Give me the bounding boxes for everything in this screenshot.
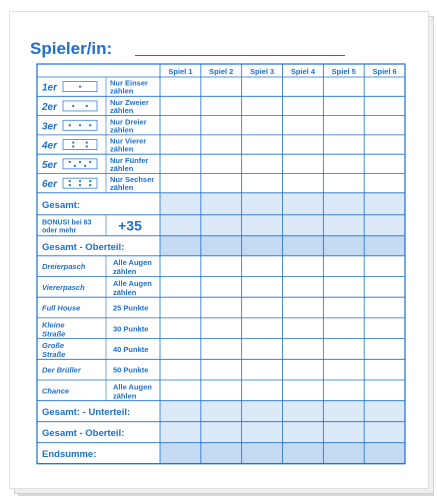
lower-desc2-0: zählen	[113, 267, 137, 277]
dice-4er-dot	[72, 141, 74, 143]
dice-3er-dot	[89, 124, 91, 126]
lower-desc-2: 25 Punkte	[113, 303, 149, 313]
score-cell[interactable]	[283, 193, 323, 214]
score-cell[interactable]	[242, 97, 282, 115]
score-cell[interactable]	[201, 339, 241, 359]
score-cell[interactable]	[201, 256, 241, 276]
upper-desc-4er: Nur Vierer	[110, 136, 147, 146]
upper-desc-5er: Nur Fünfer	[110, 155, 149, 165]
score-cell[interactable]	[242, 339, 282, 359]
score-cell[interactable]	[201, 277, 241, 297]
dice-5er-dot	[69, 161, 71, 163]
score-cell[interactable]	[283, 277, 323, 297]
dice-4er	[63, 140, 97, 150]
upper-desc2-1er: zählen	[110, 86, 134, 96]
game-header-4: Spiel 4	[290, 67, 316, 76]
score-cell[interactable]	[365, 97, 405, 115]
score-cell[interactable]	[365, 339, 405, 359]
score-cell[interactable]	[283, 97, 323, 115]
score-cell[interactable]	[161, 443, 201, 463]
game-header-6: Spiel 6	[372, 67, 397, 76]
lower-label-4: Große	[42, 340, 65, 350]
upper-desc2-3er: zählen	[110, 125, 134, 135]
score-cell[interactable]	[365, 277, 405, 297]
score-cell[interactable]	[324, 155, 364, 173]
score-cell[interactable]	[242, 298, 282, 318]
dice-6er-dot	[89, 180, 91, 182]
score-cell[interactable]	[365, 174, 405, 192]
score-cell[interactable]	[324, 174, 364, 192]
upper-desc2-2er: zählen	[110, 105, 134, 115]
score-cell[interactable]	[242, 193, 282, 214]
dice-3er-dot	[79, 124, 81, 126]
score-cell[interactable]	[201, 298, 241, 318]
lower-label-3: Kleine	[42, 320, 65, 330]
score-cell[interactable]	[161, 401, 201, 421]
upper-desc-1er: Nur Einser	[110, 78, 148, 88]
score-cell[interactable]	[365, 193, 405, 214]
score-cell[interactable]	[283, 339, 323, 359]
score-cell[interactable]	[365, 381, 405, 401]
score-cell[interactable]	[283, 256, 323, 276]
score-cell[interactable]	[283, 116, 323, 134]
lower-label2-4: Straße	[42, 349, 66, 359]
score-cell[interactable]	[365, 155, 405, 173]
upper-desc2-6er: zählen	[110, 183, 134, 193]
score-cell[interactable]	[201, 174, 241, 192]
score-cell[interactable]	[201, 155, 241, 173]
score-cell[interactable]	[161, 422, 201, 442]
lower-desc-1: Alle Augen	[113, 278, 152, 288]
score-cell[interactable]	[283, 381, 323, 401]
dice-5er	[63, 159, 97, 169]
score-cell[interactable]	[201, 360, 241, 380]
upper-desc2-5er: zählen	[110, 163, 134, 173]
lower-desc2-1: zählen	[113, 287, 137, 297]
lower-label-1: Viererpasch	[42, 282, 85, 292]
dice-5er-dot	[89, 161, 91, 163]
score-cell[interactable]	[242, 422, 282, 442]
score-cell[interactable]	[324, 422, 364, 442]
dice-6er-dot	[89, 184, 91, 186]
upper-label-4er: 4er	[42, 140, 58, 152]
upper-label-2er: 2er	[42, 101, 58, 113]
score-cell[interactable]	[161, 174, 201, 192]
dice-6er-dot	[79, 184, 81, 186]
score-cell[interactable]	[324, 360, 364, 380]
dice-4er-dot	[72, 145, 74, 147]
score-cell[interactable]	[324, 193, 364, 214]
score-cell[interactable]	[283, 360, 323, 380]
game-header-5: Spiel 5	[331, 67, 356, 76]
game-header-1: Spiel 1	[168, 67, 193, 76]
score-cell[interactable]	[242, 236, 282, 255]
dice-4er-dot	[86, 141, 88, 143]
lower-desc-0: Alle Augen	[113, 258, 152, 268]
score-cell[interactable]	[201, 193, 241, 214]
lower-label-6: Chance	[42, 386, 70, 396]
score-cell[interactable]	[283, 174, 323, 192]
score-cell[interactable]	[365, 360, 405, 380]
lower-label-2: Full House	[42, 303, 81, 313]
score-cell[interactable]	[283, 155, 323, 173]
upper-desc-6er: Nur Sechser	[110, 175, 155, 185]
score-cell[interactable]	[201, 97, 241, 115]
score-cell[interactable]	[324, 256, 364, 276]
upper-label-5er: 5er	[42, 159, 58, 171]
score-cell[interactable]	[365, 443, 405, 463]
score-cell[interactable]	[201, 422, 241, 442]
score-cell[interactable]	[161, 298, 201, 318]
dice-5er-dot	[74, 165, 76, 167]
score-cell[interactable]	[242, 443, 282, 463]
dice-5er-dot	[79, 161, 81, 163]
score-cell[interactable]	[242, 155, 282, 173]
score-cell[interactable]	[161, 236, 201, 255]
score-cell[interactable]	[242, 174, 282, 192]
lower-desc-6: Alle Augen	[113, 382, 152, 392]
lower-desc-5: 50 Punkte	[113, 365, 149, 375]
lower-label2-3: Straße	[42, 329, 66, 339]
game-header-2: Spiel 2	[209, 67, 234, 76]
score-cell[interactable]	[324, 277, 364, 297]
score-cell[interactable]	[161, 381, 201, 401]
score-cell[interactable]	[365, 78, 405, 96]
lower-desc-4: 40 Punkte	[113, 344, 149, 354]
score-cell[interactable]	[324, 339, 364, 359]
score-cell[interactable]	[283, 318, 323, 338]
score-cell[interactable]	[324, 78, 364, 96]
score-cell[interactable]	[324, 97, 364, 115]
dice-1er-dot	[79, 86, 81, 88]
score-cell[interactable]	[201, 381, 241, 401]
score-cell[interactable]	[161, 97, 201, 115]
score-cell[interactable]	[242, 381, 282, 401]
score-cell[interactable]	[283, 443, 323, 463]
score-cell[interactable]	[365, 298, 405, 318]
upper-desc-2er: Nur Zweier	[110, 97, 149, 107]
dice-6er-dot	[69, 184, 71, 186]
score-cell[interactable]	[283, 78, 323, 96]
bonus-label: BONUS! bei 63	[42, 219, 92, 227]
score-cell[interactable]	[161, 193, 201, 214]
dice-4er-dot	[86, 145, 88, 147]
score-cell[interactable]	[324, 443, 364, 463]
gesamt-label: Gesamt:	[42, 199, 81, 211]
score-cell[interactable]	[242, 318, 282, 338]
score-cell[interactable]	[201, 401, 241, 421]
dice-6er-dot	[79, 180, 81, 182]
score-cell[interactable]	[324, 236, 364, 255]
score-cell[interactable]	[161, 78, 201, 96]
score-cell[interactable]	[324, 401, 364, 421]
upper-label-3er: 3er	[42, 121, 58, 133]
score-cell[interactable]	[365, 135, 405, 153]
lower-label-0: Dreierpasch	[42, 262, 86, 272]
player-label: Spieler/in:	[30, 39, 113, 58]
lower-desc-3: 30 Punkte	[113, 324, 149, 334]
upper-desc2-4er: zählen	[110, 144, 134, 154]
score-cell[interactable]	[283, 401, 323, 421]
score-cell[interactable]	[242, 135, 282, 153]
upper-desc-3er: Nur Dreier	[110, 117, 147, 127]
score-cell[interactable]	[242, 360, 282, 380]
score-cell[interactable]	[324, 381, 364, 401]
score-cell[interactable]	[201, 236, 241, 255]
score-cell[interactable]	[161, 135, 201, 153]
score-cell[interactable]	[324, 298, 364, 318]
score-cell[interactable]	[365, 318, 405, 338]
score-cell[interactable]	[365, 422, 405, 442]
score-cell[interactable]	[365, 256, 405, 276]
score-cell[interactable]	[283, 298, 323, 318]
score-cell[interactable]	[242, 256, 282, 276]
score-cell[interactable]	[365, 401, 405, 421]
score-cell[interactable]	[283, 422, 323, 442]
score-cell[interactable]	[365, 116, 405, 134]
score-cell[interactable]	[161, 155, 201, 173]
score-cell[interactable]	[161, 116, 201, 134]
gesamt-oberteil-label-2: Gesamt - Oberteil:	[42, 428, 125, 440]
score-cell[interactable]	[365, 236, 405, 255]
dice-3er-dot	[69, 124, 71, 126]
dice-2er-dot	[72, 105, 74, 107]
score-cell[interactable]	[324, 116, 364, 134]
score-cell[interactable]	[201, 116, 241, 134]
dice-2er-dot	[86, 105, 88, 107]
gesamt-unterteil-label: Gesamt: - Unterteil:	[42, 407, 131, 419]
score-cell[interactable]	[201, 135, 241, 153]
dice-5er-dot	[84, 165, 86, 167]
game-header-3: Spiel 3	[249, 67, 275, 76]
score-cell[interactable]	[242, 78, 282, 96]
score-cell[interactable]	[161, 339, 201, 359]
endsumme-label: Endsumme:	[42, 449, 97, 461]
score-cell[interactable]	[161, 256, 201, 276]
score-cell[interactable]	[201, 443, 241, 463]
score-cell[interactable]	[242, 401, 282, 421]
dice-6er	[63, 178, 97, 188]
score-cell[interactable]	[324, 318, 364, 338]
upper-label-6er: 6er	[42, 179, 58, 191]
score-cell[interactable]	[161, 318, 201, 338]
dice-6er-dot	[69, 180, 71, 182]
score-cell[interactable]	[161, 277, 201, 297]
lower-label-5: Der Brüller	[42, 365, 81, 375]
score-cell[interactable]	[242, 116, 282, 134]
bonus-label-2: oder mehr	[42, 227, 77, 235]
score-cell[interactable]	[283, 236, 323, 255]
score-cell[interactable]	[201, 318, 241, 338]
upper-label-1er: 1er	[42, 82, 58, 94]
gesamt-oberteil-label: Gesamt - Oberteil:	[42, 241, 125, 253]
dice-2er	[63, 101, 97, 111]
score-cell[interactable]	[283, 135, 323, 153]
score-cell[interactable]	[201, 78, 241, 96]
score-cell[interactable]	[242, 277, 282, 297]
bonus-value: +35	[118, 217, 142, 234]
score-cell[interactable]	[161, 360, 201, 380]
lower-desc2-6: zählen	[113, 391, 137, 401]
score-cell[interactable]	[324, 135, 364, 153]
